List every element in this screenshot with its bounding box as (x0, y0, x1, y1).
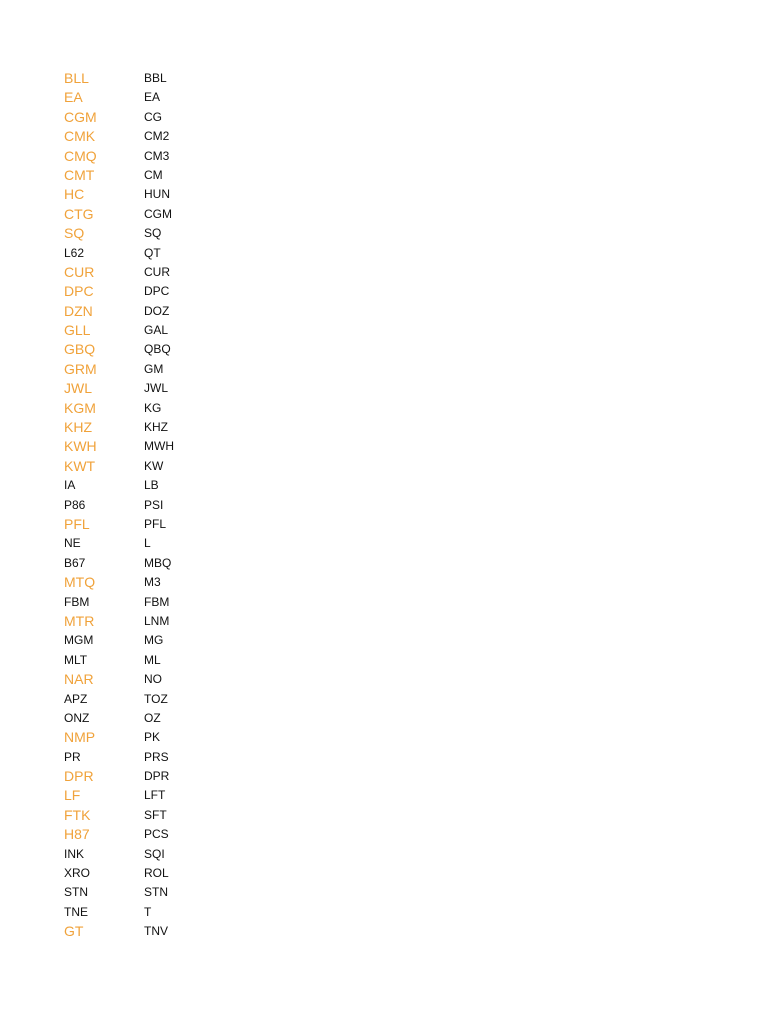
right-code: CM2 (144, 129, 170, 144)
right-code: CM3 (144, 148, 170, 163)
code-row (64, 786, 284, 805)
right-code: GAL (144, 323, 169, 338)
code-row (64, 845, 284, 864)
code-row (64, 147, 284, 166)
right-code: CGM (144, 206, 172, 221)
code-row (64, 379, 284, 398)
right-code: KHZ (144, 420, 168, 435)
left-code: CTG (64, 205, 94, 222)
left-code: MTQ (64, 574, 96, 591)
right-code: DPR (144, 769, 170, 784)
right-code: L (144, 536, 151, 551)
right-code: JWL (144, 381, 168, 396)
right-code: PK (144, 730, 161, 745)
left-code: CGM (64, 108, 97, 125)
code-row (64, 534, 284, 553)
left-code: MGM (64, 633, 94, 648)
right-code: CM (144, 167, 163, 182)
left-code: CMT (64, 166, 95, 183)
code-row (64, 263, 284, 282)
code-row (64, 108, 284, 127)
code-row (64, 69, 284, 88)
left-code: NMP (64, 729, 96, 746)
left-code: DPC (64, 283, 94, 300)
right-code: PSI (144, 497, 164, 512)
code-row (64, 437, 284, 456)
code-row (64, 825, 284, 844)
right-code: KG (144, 400, 162, 415)
right-code: GM (144, 361, 164, 376)
code-row (64, 399, 284, 418)
left-code: L62 (64, 245, 85, 260)
left-code: APZ (64, 691, 88, 706)
left-code: LF (64, 787, 81, 804)
right-code: SQ (144, 226, 162, 241)
left-code: DPR (64, 768, 94, 785)
code-row (64, 631, 284, 650)
right-code: CG (144, 109, 162, 124)
code-row (64, 88, 284, 107)
code-row (64, 612, 284, 631)
right-code: DOZ (144, 303, 170, 318)
left-code: FBM (64, 594, 90, 609)
right-code: NO (144, 672, 162, 687)
code-row (64, 767, 284, 786)
code-row (64, 864, 284, 883)
left-code: H87 (64, 826, 90, 843)
code-row (64, 321, 284, 340)
left-code: NE (64, 536, 81, 551)
left-code: BLL (64, 70, 89, 86)
right-code: MG (144, 633, 164, 648)
left-code: P86 (64, 497, 86, 512)
code-row (64, 340, 284, 359)
code-row (64, 690, 284, 709)
left-code: GRM (64, 360, 97, 377)
right-code: CUR (144, 264, 170, 279)
right-code: KW (144, 458, 164, 473)
left-code: EA (64, 89, 83, 106)
code-row (64, 360, 284, 379)
left-code: KWT (64, 457, 96, 474)
left-code: MLT (64, 652, 88, 667)
right-code: TNV (144, 924, 168, 939)
left-code: KWH (64, 438, 97, 455)
code-row (64, 418, 284, 437)
left-code: MTR (64, 612, 95, 629)
left-code: IA (64, 478, 76, 493)
left-code: FTK (64, 806, 91, 823)
right-code: TOZ (144, 691, 168, 706)
right-code: BBL (144, 71, 167, 85)
left-code: TNE (64, 904, 88, 919)
code-row (64, 728, 284, 747)
left-code: GBQ (64, 341, 96, 358)
code-row (64, 651, 284, 670)
code-row (64, 205, 284, 224)
code-row (64, 127, 284, 146)
left-code: NAR (64, 671, 94, 688)
right-code: PRS (144, 749, 169, 764)
code-row (64, 593, 284, 612)
left-code: INK (64, 846, 85, 861)
code-row (64, 748, 284, 767)
right-code: ML (144, 652, 161, 667)
right-code: FBM (144, 594, 170, 609)
right-code: SQI (144, 846, 165, 861)
code-row (64, 709, 284, 728)
left-code: JWL (64, 380, 92, 397)
right-code: ROL (144, 866, 169, 881)
code-row (64, 244, 284, 263)
left-code: GT (64, 923, 84, 940)
left-code: DZN (64, 302, 93, 319)
code-row (64, 515, 284, 534)
right-code: T (144, 904, 152, 919)
left-code: PR (64, 749, 81, 764)
left-code: CMK (64, 128, 96, 145)
code-row (64, 573, 284, 592)
left-code: HC (64, 186, 85, 203)
right-code: PFL (144, 516, 167, 531)
right-code: MBQ (144, 555, 172, 570)
left-code: STN (64, 885, 88, 900)
code-row (64, 185, 284, 204)
right-code: QBQ (144, 342, 171, 357)
code-row (64, 282, 284, 301)
code-row (64, 883, 284, 902)
left-code: ONZ (64, 710, 90, 725)
code-row (64, 302, 284, 321)
right-code: EA (144, 90, 161, 105)
right-code: SFT (144, 807, 167, 822)
right-code: STN (144, 885, 168, 900)
left-code: CMQ (64, 147, 97, 164)
code-row (64, 476, 284, 495)
left-code: B67 (64, 555, 86, 570)
right-code: LFT (144, 788, 166, 803)
right-code: MWH (144, 439, 174, 454)
right-code: HUN (144, 187, 170, 202)
right-code: LNM (144, 613, 170, 628)
code-row (64, 457, 284, 476)
code-row (64, 670, 284, 689)
left-code: GLL (64, 322, 91, 339)
left-code: SQ (64, 225, 85, 242)
left-code: CUR (64, 263, 95, 280)
right-code: LB (144, 478, 159, 493)
right-code: PCS (144, 827, 169, 842)
code-row (64, 903, 284, 922)
code-row (64, 922, 284, 941)
code-row (64, 224, 284, 243)
right-code: OZ (144, 710, 161, 725)
left-code: XRO (64, 866, 91, 881)
left-code: KHZ (64, 419, 92, 436)
code-row (64, 496, 284, 515)
unit-code-mapping-list (64, 69, 284, 942)
code-row (64, 166, 284, 185)
right-code: DPC (144, 284, 170, 299)
code-row (64, 806, 284, 825)
code-row (64, 554, 284, 573)
right-code: M3 (144, 575, 161, 590)
left-code: PFL (64, 515, 90, 532)
right-code: QT (144, 245, 161, 260)
left-code: KGM (64, 399, 96, 416)
